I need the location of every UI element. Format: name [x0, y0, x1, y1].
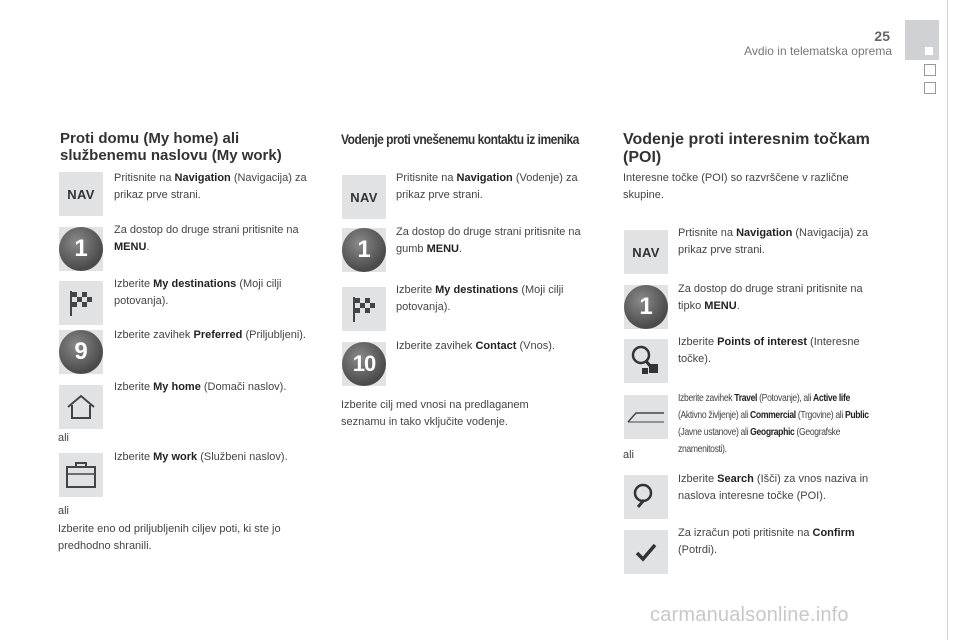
col3-step-5: Izberite Search (Išči) za vnos naziva in naslova interesne točke (POI). — [678, 473, 869, 502]
col3-title: Vodenje proti interesnim točkam (POI) — [623, 131, 870, 166]
col3-step-1: Prtisnite na Navigation (Navigacija) za prikaz prve strani. — [678, 227, 869, 256]
col3-step-6: Za izračun poti pritisnite na Confirm (Potrdi). — [678, 527, 855, 556]
or-label: ali — [58, 505, 70, 517]
col2-step-1: Pritisnite na Navigation (Vodenje) za prikaz prve strani. — [396, 172, 578, 201]
chapter-tab — [924, 82, 936, 94]
col3-intro: Interesne točke (POI) so razvrščene v različne skupine. — [623, 172, 849, 201]
step-10-icon: 10 — [342, 342, 386, 386]
col3-step-3: Izberite Points of interest (Interesne točke). — [678, 336, 860, 365]
col2-step-3: Izberite My destinations (Moji cilji potovanja). — [396, 284, 564, 313]
checkmark-icon — [624, 530, 668, 574]
nav-button-icon: NAV — [342, 175, 386, 219]
or-label: ali — [623, 449, 635, 461]
col1-title: Proti domu (My home) ali službenemu naslovu (My work) — [60, 130, 282, 164]
category-tabs-icon — [624, 395, 668, 439]
poi-search-icon — [624, 339, 668, 383]
page-number: 25 — [874, 28, 890, 44]
checkered-flag-icon — [59, 281, 103, 325]
chapter-tab — [924, 64, 936, 76]
col2-closing: Izberite cilj med vnosi na predlaganem seznamu in tako vključite vodenje. — [341, 399, 529, 428]
checkered-flag-icon — [342, 287, 386, 331]
col1-step-3: Izberite My destinations (Moji cilji potovanja). — [114, 278, 282, 307]
briefcase-icon — [59, 453, 103, 497]
col1-step-2: Za dostop do druge strani pritisnite na MENU. — [114, 224, 299, 253]
home-icon — [59, 385, 103, 429]
nav-button-icon: NAV — [59, 172, 103, 216]
or-label: ali — [58, 432, 70, 444]
col1-step-4: Izberite zavihek Preferred (Priljubljeni). — [114, 329, 306, 341]
col3-step-2: Za dostop do druge strani pritisnite na tipko MENU. — [678, 283, 863, 312]
col3-step-4: Izberite zavihek Travel (Potovanje), ali Active life (Aktivno življenje) ali Commercial (Trgovine) ali Public (Javne ustanove) ali Geographic (Geografske znamenitosti). — [678, 393, 869, 455]
col1-step-6: Izberite My work (Službeni naslov). — [114, 451, 288, 463]
col2-step-4: Izberite zavihek Contact (Vnos). — [396, 340, 555, 352]
step-9-icon: 9 — [59, 330, 103, 374]
col1-step-5: Izberite My home (Domači naslov). — [114, 381, 287, 393]
sidebar-divider — [947, 0, 948, 640]
col2-title: Vodenje proti vnešenemu kontaktu iz imenika — [341, 131, 579, 147]
section-header: Avdio in telematska oprema — [744, 44, 892, 58]
step-1-icon: 1 — [342, 228, 386, 272]
nav-button-icon: NAV — [624, 230, 668, 274]
col2-step-2: Za dostop do druge strani pritisnite na gumb MENU. — [396, 226, 581, 255]
col1-step-1: Pritisnite na Navigation (Navigacija) za prikaz prve strani. — [114, 172, 307, 201]
watermark: carmanualsonline.info — [650, 604, 849, 626]
search-icon — [624, 475, 668, 519]
col1-closing: Izberite eno od priljubljenih ciljev poti, ki ste jo predhodno shranili. — [58, 523, 281, 552]
chapter-tab-active — [905, 20, 939, 60]
step-1-icon: 1 — [59, 227, 103, 271]
step-1-icon: 1 — [624, 285, 668, 329]
